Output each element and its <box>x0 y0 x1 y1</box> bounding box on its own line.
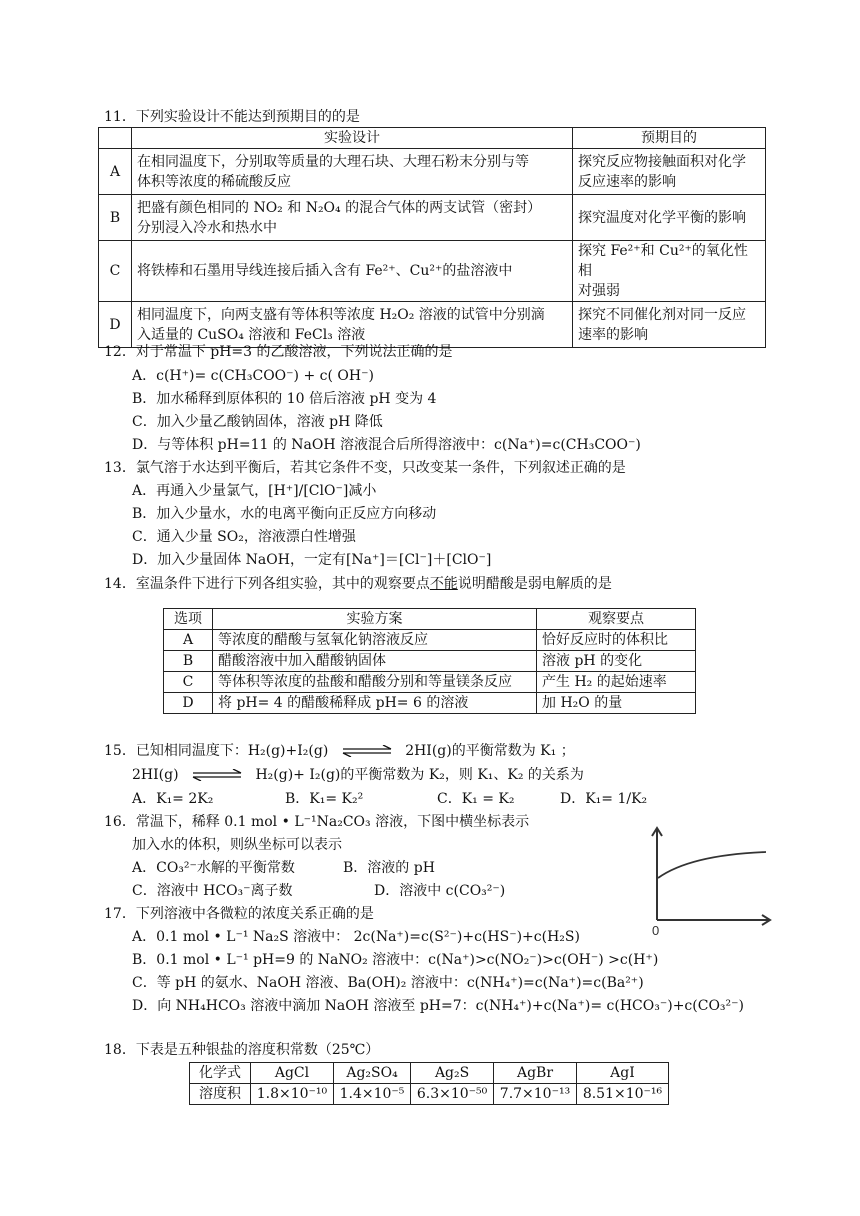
q18-table <box>189 1062 669 1105</box>
q11-design-line: 分别浸入冷水和热水中 <box>137 219 277 236</box>
q15-option-d: D．K₁= 1/K₂ <box>560 791 648 807</box>
q17-option-a: A．0.1 mol • L⁻¹ Na₂S 溶液中： 2c(Na⁺)=c(S²⁻)+c(HS⁻)+c(H₂S) <box>132 929 580 945</box>
q18-ksp: 7.7×10⁻¹³ <box>494 1084 577 1105</box>
q11-row <box>99 149 766 195</box>
q12-option-d: D．与等体积 pH=11 的 NaOH 溶液混合后所得溶液中：c(Na⁺)=c(CH₃COO⁻) <box>132 437 641 453</box>
q15-option-b: B．K₁= K₂² <box>285 791 364 807</box>
q14-cell-option: C <box>164 672 213 693</box>
q11-row-label: A <box>99 149 132 195</box>
q18-ksp: 8.51×10⁻¹⁶ <box>576 1084 668 1105</box>
q11-row <box>99 195 766 241</box>
q16-option-d: D．溶液中 c(CO₃²⁻) <box>374 883 506 899</box>
q11-design-line: 相同温度下，向两支盛有等体积等浓度 H₂O₂ 溶液的试管中分别滴 <box>137 306 545 323</box>
q11-design-line: 将铁棒和石墨用导线连接后插入含有 Fe²⁺、Cu²⁺的盐溶液中 <box>137 263 513 279</box>
q13-option-c: C．通入少量 SO₂，溶液漂白性增强 <box>132 529 356 545</box>
q12-option-b: B．加水稀释到原体积的 10 倍后溶液 pH 变为 4 <box>132 391 437 407</box>
q18-formula-row <box>190 1063 669 1084</box>
q17-stem: 17．下列溶液中各微粒的浓度关系正确的是 <box>104 906 374 922</box>
q12-stem: 12．对于常温下 pH=3 的乙酸溶液，下列说法正确的是 <box>104 344 453 360</box>
q11-row-label: D <box>99 302 132 348</box>
q15-line2 <box>132 766 584 784</box>
q14-row <box>164 693 696 714</box>
q16-stem-line1: 16．常温下，稀释 0.1 mol • L⁻¹Na₂CO₃ 溶液，下图中横坐标表示 <box>104 814 530 830</box>
q18-ksp: 1.4×10⁻⁵ <box>333 1084 410 1105</box>
q14-cell-option: D <box>164 693 213 714</box>
q11-row <box>99 302 766 348</box>
q17-option-c: C．等 pH 的氨水、NaOH 溶液、Ba(OH)₂ 溶液中：c(NH₄⁺)=c(Na⁺)=c(Ba²⁺) <box>132 975 644 991</box>
equilibrium-arrow-icon <box>191 769 243 781</box>
q11-row-label: C <box>99 241 132 302</box>
origin-label: 0 <box>652 923 660 936</box>
q14-cell-option: A <box>164 630 213 651</box>
q11-purpose-line: 对强弱 <box>578 283 620 299</box>
q18-ksp-row <box>190 1084 669 1105</box>
q17-option-d: D．向 NH₄HCO₃ 溶液中滴加 NaOH 溶液至 pH=7：c(NH₄⁺)+c(Na⁺)= c(HCO₃⁻)+c(CO₃²⁻) <box>132 998 745 1014</box>
q16-option-a: A．CO₃²⁻水解的平衡常数 <box>132 860 295 876</box>
q18-formula: AgI <box>576 1063 668 1084</box>
q11-purpose-line: 探究 Fe²⁺和 Cu²⁺的氧化性相 <box>578 243 748 279</box>
q15-option-c: C．K₁ = K₂ <box>437 791 515 807</box>
q11-stem: 11．下列实验设计不能达到预期目的的是 <box>104 109 360 125</box>
q11-purpose-line: 速率的影响 <box>578 326 648 343</box>
q14-stem <box>104 575 612 593</box>
q14-cell-point: 加 H₂O 的量 <box>537 693 696 714</box>
q15-equation-right: H₂(g)+ I₂(g)的平衡常数为 K₂，则 K₁、K₂ 的关系为 <box>255 767 584 783</box>
q14-cell-option: B <box>164 651 213 672</box>
q14-stem-underlined: 不能 <box>429 576 458 592</box>
q12-option-a: A．c(H⁺)= c(CH₃COO⁻) + c( OH⁻) <box>132 368 374 384</box>
q18-ksp: 1.8×10⁻¹⁰ <box>251 1084 334 1105</box>
q18-formula: Ag₂SO₄ <box>333 1063 410 1084</box>
q16-curve <box>658 852 766 878</box>
q12-option-c: C．加入少量乙酸钠固体，溶液 pH 降低 <box>132 414 383 430</box>
q14-cell-point: 溶液 pH 的变化 <box>537 651 696 672</box>
q13-stem: 13．氯气溶于水达到平衡后，若其它条件不变，只改变某一条件，下列叙述正确的是 <box>104 460 626 476</box>
q11-row <box>99 241 766 302</box>
q18-formula: AgBr <box>494 1063 577 1084</box>
q15-equation-left: 15．已知相同温度下：H₂(g)+I₂(g) <box>104 743 329 759</box>
q11-design-line: 体积等浓度的稀硫酸反应 <box>137 173 291 190</box>
q16-option-b: B．溶液的 pH <box>343 860 435 876</box>
q11-header-design: 实验设计 <box>132 128 573 149</box>
q14-cell-plan: 将 pH= 4 的醋酸稀释成 pH= 6 的溶液 <box>213 693 537 714</box>
q16-option-c: C．溶液中 HCO₃⁻离子数 <box>132 883 293 899</box>
q14-header-plan: 实验方案 <box>213 609 537 630</box>
q18-header-label: 化学式 <box>190 1063 251 1084</box>
q14-stem-part: 说明醋酸是弱电解质的是 <box>457 576 612 592</box>
q14-cell-plan: 醋酸溶液中加入醋酸钠固体 <box>213 651 537 672</box>
q14-cell-plan: 等浓度的醋酸与氢氧化钠溶液反应 <box>213 630 537 651</box>
q14-row <box>164 651 696 672</box>
q11-header-purpose: 预期目的 <box>573 128 766 149</box>
q14-cell-plan: 等体积等浓度的盐酸和醋酸分别和等量镁条反应 <box>213 672 537 693</box>
q14-header-option: 选项 <box>164 609 213 630</box>
q14-header-point: 观察要点 <box>537 609 696 630</box>
q13-option-b: B．加入少量水，水的电离平衡向正反应方向移动 <box>132 506 437 522</box>
q16-graph <box>644 818 778 936</box>
q11-design-line: 在相同温度下，分别取等质量的大理石块、大理石粉末分别与等 <box>137 153 529 170</box>
q18-row-label: 溶度积 <box>190 1084 251 1105</box>
q11-purpose-line: 探究温度对化学平衡的影响 <box>578 209 746 226</box>
q15-equation-right: 2HI(g)的平衡常数为 K₁ ； <box>405 743 575 759</box>
q14-header-row <box>164 609 696 630</box>
q14-stem-part: 14．室温条件下进行下列各组实验，其中的观察要点 <box>104 576 430 592</box>
q14-row <box>164 630 696 651</box>
q11-design-line: 入适量的 CuSO₄ 溶液和 FeCl₃ 溶液 <box>137 326 366 343</box>
q14-cell-point: 产生 H₂ 的起始速率 <box>537 672 696 693</box>
q15-equation-left: 2HI(g) <box>132 767 179 783</box>
q18-ksp: 6.3×10⁻⁵⁰ <box>411 1084 494 1105</box>
q18-formula: AgCl <box>251 1063 334 1084</box>
q17-option-b: B．0.1 mol • L⁻¹ pH=9 的 NaNO₂ 溶液中：c(Na⁺)>c(NO₂⁻)>c(OH⁻) >c(H⁺) <box>132 952 659 968</box>
q11-header-blank <box>99 128 132 149</box>
q11-table <box>98 127 766 348</box>
q15-line1 <box>104 742 575 760</box>
q18-stem: 18．下表是五种银盐的溶度积常数（25℃） <box>104 1042 380 1058</box>
equilibrium-arrow-icon <box>341 745 393 757</box>
q16-stem-line2: 加入水的体积，则纵坐标可以表示 <box>132 837 342 853</box>
q11-purpose-line: 反应速率的影响 <box>578 173 676 190</box>
q11-purpose-line: 探究不同催化剂对同一反应 <box>578 306 746 323</box>
q14-row <box>164 672 696 693</box>
q11-row-label: B <box>99 195 132 241</box>
q14-table <box>163 608 696 714</box>
q11-purpose-line: 探究反应物接触面积对化学 <box>578 153 746 170</box>
q11-design-line: 把盛有颜色相同的 NO₂ 和 N₂O₄ 的混合气体的两支试管（密封） <box>137 199 542 216</box>
q15-option-a: A．K₁= 2K₂ <box>132 791 214 807</box>
q13-option-d: D．加入少量固体 NaOH，一定有[Na⁺]＝[Cl⁻]＋[ClO⁻] <box>132 552 492 568</box>
q14-cell-point: 恰好反应时的体积比 <box>537 630 696 651</box>
q13-option-a: A．再通入少量氯气，[H⁺]/[ClO⁻]减小 <box>132 483 377 499</box>
q18-formula: Ag₂S <box>411 1063 494 1084</box>
